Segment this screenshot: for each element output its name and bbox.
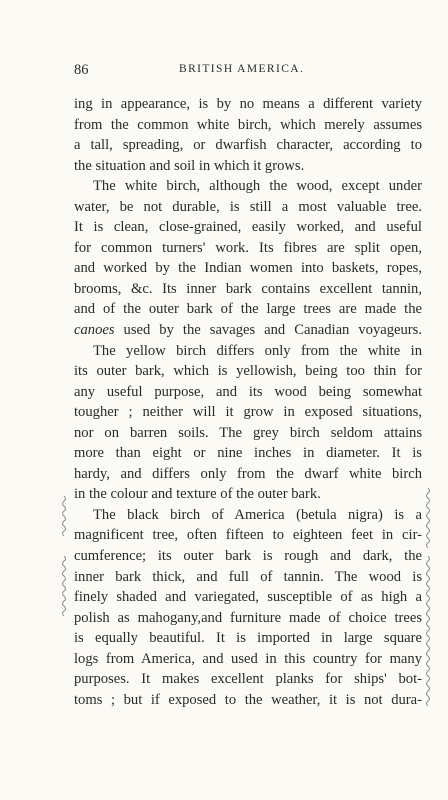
- text-line: nor on barren soils. The grey birch seldom attains: [74, 424, 422, 441]
- text-line: cumference; its outer bark is rough and dark, the: [74, 548, 422, 565]
- text-line: toms ; but if exposed to the weather, it is not dura-: [74, 691, 422, 708]
- left-margin-squiggle-mark: [60, 556, 68, 616]
- text-line: It is clean, close-grained, easily worked, and useful: [74, 219, 422, 236]
- right-margin-squiggle-mark: [424, 556, 432, 706]
- text-line: brooms, &c. Its inner bark contains excellent tannin,: [74, 280, 422, 297]
- text-line: logs from America, and used in this country for many: [74, 650, 422, 667]
- text-line: ing in appearance, is by no means a different variety: [74, 96, 422, 112]
- text-line: more than eight or nine inches in diameter. It is: [74, 445, 422, 462]
- body-text: [74, 94, 422, 710]
- left-margin-squiggle-mark: [60, 496, 68, 536]
- text-line: and worked by the Indian women into baskets, ropes,: [74, 260, 422, 277]
- page-number: 86: [74, 62, 89, 78]
- text-line: its outer bark, which is yellowish, being too thin for: [74, 363, 422, 380]
- text-line: magnificent tree, often fifteen to eighteen feet in cir-: [74, 527, 422, 544]
- text-line: is equally beautiful. It is imported in large square: [74, 630, 422, 647]
- text-line: and of the outer bark of the large trees are made the: [74, 301, 422, 318]
- text-line: The white birch, although the wood, except under: [93, 178, 422, 195]
- text-line: for common turners' work. Its fibres are split open,: [74, 239, 422, 256]
- text-line: from the common white birch, which merely assumes: [74, 116, 422, 133]
- text-line: purposes. It makes excellent planks for ships' bot-: [74, 671, 422, 688]
- text-line: canoes used by the savages and Canadian voyageurs.: [74, 322, 422, 339]
- text-line: The yellow birch differs only from the white in: [93, 342, 422, 359]
- text-line: any useful purpose, and its wood being somewhat: [74, 383, 422, 400]
- text-line: in the colour and texture of the outer bark.: [74, 486, 321, 503]
- text-line: polish as mahogany,and furniture made of choice trees: [74, 609, 422, 626]
- text-line: inner bark thick, and full of tannin. The wood is: [74, 568, 422, 585]
- text-line: hardy, and differs only from the dwarf white birch: [74, 465, 422, 482]
- page-header: [74, 62, 394, 82]
- text-line: the situation and soil in which it grows.: [74, 157, 305, 174]
- running-title: BRITISH AMERICA.: [179, 63, 305, 75]
- text-line: a tall, spreading, or dwarfish character, according to: [74, 137, 422, 154]
- right-margin-squiggle-mark: [424, 488, 432, 548]
- text-line: finely shaded and variegated, susceptible of as high a: [74, 589, 422, 606]
- text-line: tougher ; neither will it grow in exposed situations,: [74, 404, 422, 421]
- text-line: water, be not durable, is still a most valuable tree.: [74, 198, 422, 215]
- text-line: The black birch of America (betula nigra) is a: [93, 506, 422, 523]
